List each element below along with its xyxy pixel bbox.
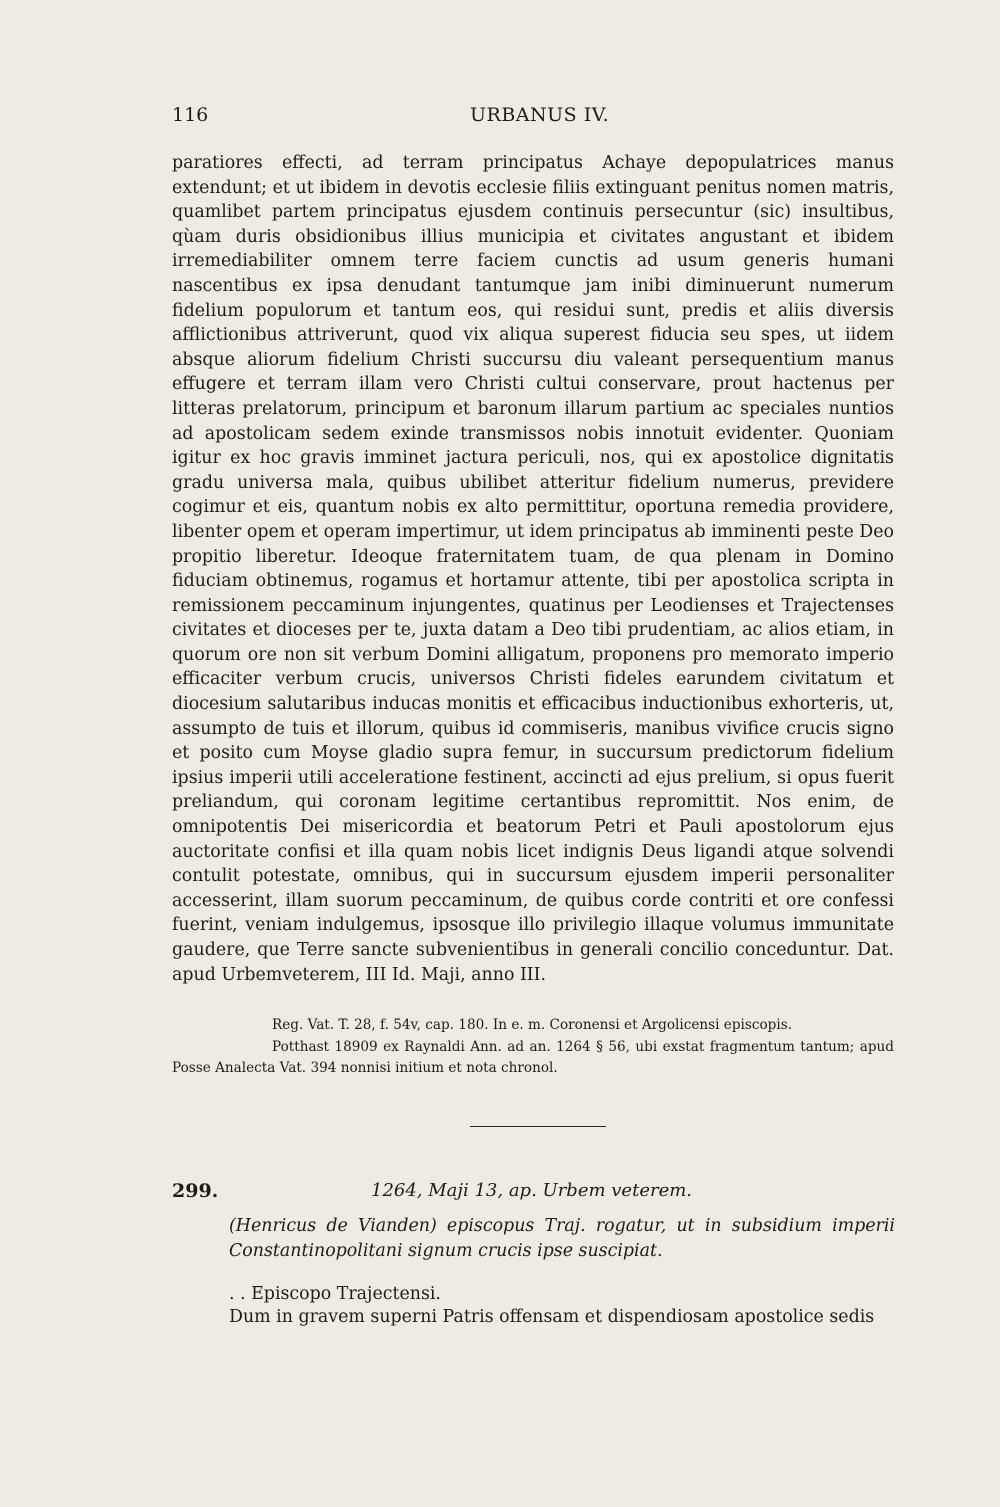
letter-body [172, 151, 894, 987]
document-number: 299. [172, 1180, 219, 1202]
letter-body-text: paratiores effecti, ad terram principatus Achaye depopulatrices manus extendunt; et ut ibidem in devotis ecclesie filiis extinguant penitus nomen matris, quamlibet partem principatus ejusdem continuis persecuntur (sic) insultibus, qùam duris obsidionibus illius municipia et civitates angustant et ibidem irremediabiliter omnem terre faciem cunctis ad usum generis humani nascentibus ex ipsa denudant tantumque jam inibi diminuerunt numerum fidelium populorum et tantum eos, qui residui sunt, predis et aliis diversis afflictionibus attriverunt, quod vix aliqua superest fiducia seu spes, ut iidem absque aliorum fidelium Christi succursu diu valeant persequentium manus effugere et terram illam vero Christi cultui conservare, prout hactenus per litteras prelatorum, principum et baronum illarum partium ac speciales nuntios ad apostolicam sedem exinde transmissos nobis innotuit evidenter. Quoniam igitur ex hoc gravis imminet jactura periculi, nos, qui ex apostolice dignitatis gradu universa mala, quibus ubilibet atteritur fidelium numerus, previdere cogimur et eis, quantum nobis ex alto permittitur, oportuna remedia providere, libenter opem et operam impertimur, ut idem principatus ab imminenti peste Deo propitio liberetur. Ideoque fraternitatem tuam, de qua plenam in Domino fiduciam obtinemus, rogamus et hortamur attente, tibi per apostolica scripta in remissionem peccaminum injungentes, quatinus per Leodienses et Trajectenses civitates et dioceses per te, juxta datam a Deo tibi prudentiam, ac alios etiam, in quorum ore non sit verbum Domini alligatum, proponens pro memorato imperio efficaciter verbum crucis, universos Christi fideles earundem civitatum et diocesium salutaribus inducas monitis et efficacibus inductionibus exhorteris, ut, assumpto de tuis et illorum, quibus id commiseris, manibus vivifice crucis signo et posito cum Moyse gladio supra femur, in succursum predictorum fidelium ipsius imperii utili acceleratione festinent, accincti ad ejus prelium, si opus fuerit preliandum, qui coronam legitime certantibus repromittit. Nos enim, de omnipotentis Dei misericordia et beatorum Petri et Pauli apostolorum ejus auctoritate confisi et illa quam nobis licet indignis Deus ligandi atque solvendi contulit potestate, omnibus, qui in succursum ejusdem imperii personaliter accesserint, illam suorum peccaminum, de quibus corde contriti et ore confessi fuerint, veniam indulgemus, ipsosque illo privilegio illaque volumus immunitate gaudere, que Terre sancte subvenientibus in generali concilio conceduntur. Dat. apud Urbemveterem, III Id. Maji, anno III. [172, 153, 894, 985]
document-incipit: Dum in gravem superni Patris offensam et dispendiosam apostolice sedis [229, 1307, 875, 1327]
document-regest: (Henricus de Vianden) episcopus Traj. rogatur, ut in subsidium imperii Constantinopolitani signum crucis ipse suscipiat. [229, 1216, 895, 1261]
document-addressee: . . Episcopo Trajectensi. [229, 1284, 441, 1304]
source-note-register: Reg. Vat. T. 28, f. 54v, cap. 180. In e. m. Coronensi et Argolicensi episcopis. [272, 1017, 793, 1033]
running-title: URBANUS IV. [470, 104, 610, 126]
page-number: 116 [172, 104, 209, 126]
section-divider [470, 1126, 606, 1127]
source-notes [172, 1015, 894, 1080]
document-date-place: 1264, Maji 13, ap. Urbem veterem. [371, 1180, 693, 1201]
page-header [172, 104, 894, 132]
source-note-editions: Potthast 18909 ex Raynaldi Ann. ad an. 1264 § 56, ubi exstat fragmentum tantum; apud Posse Analecta Vat. 394 nonnisi initium et nota chronol. [172, 1038, 894, 1076]
